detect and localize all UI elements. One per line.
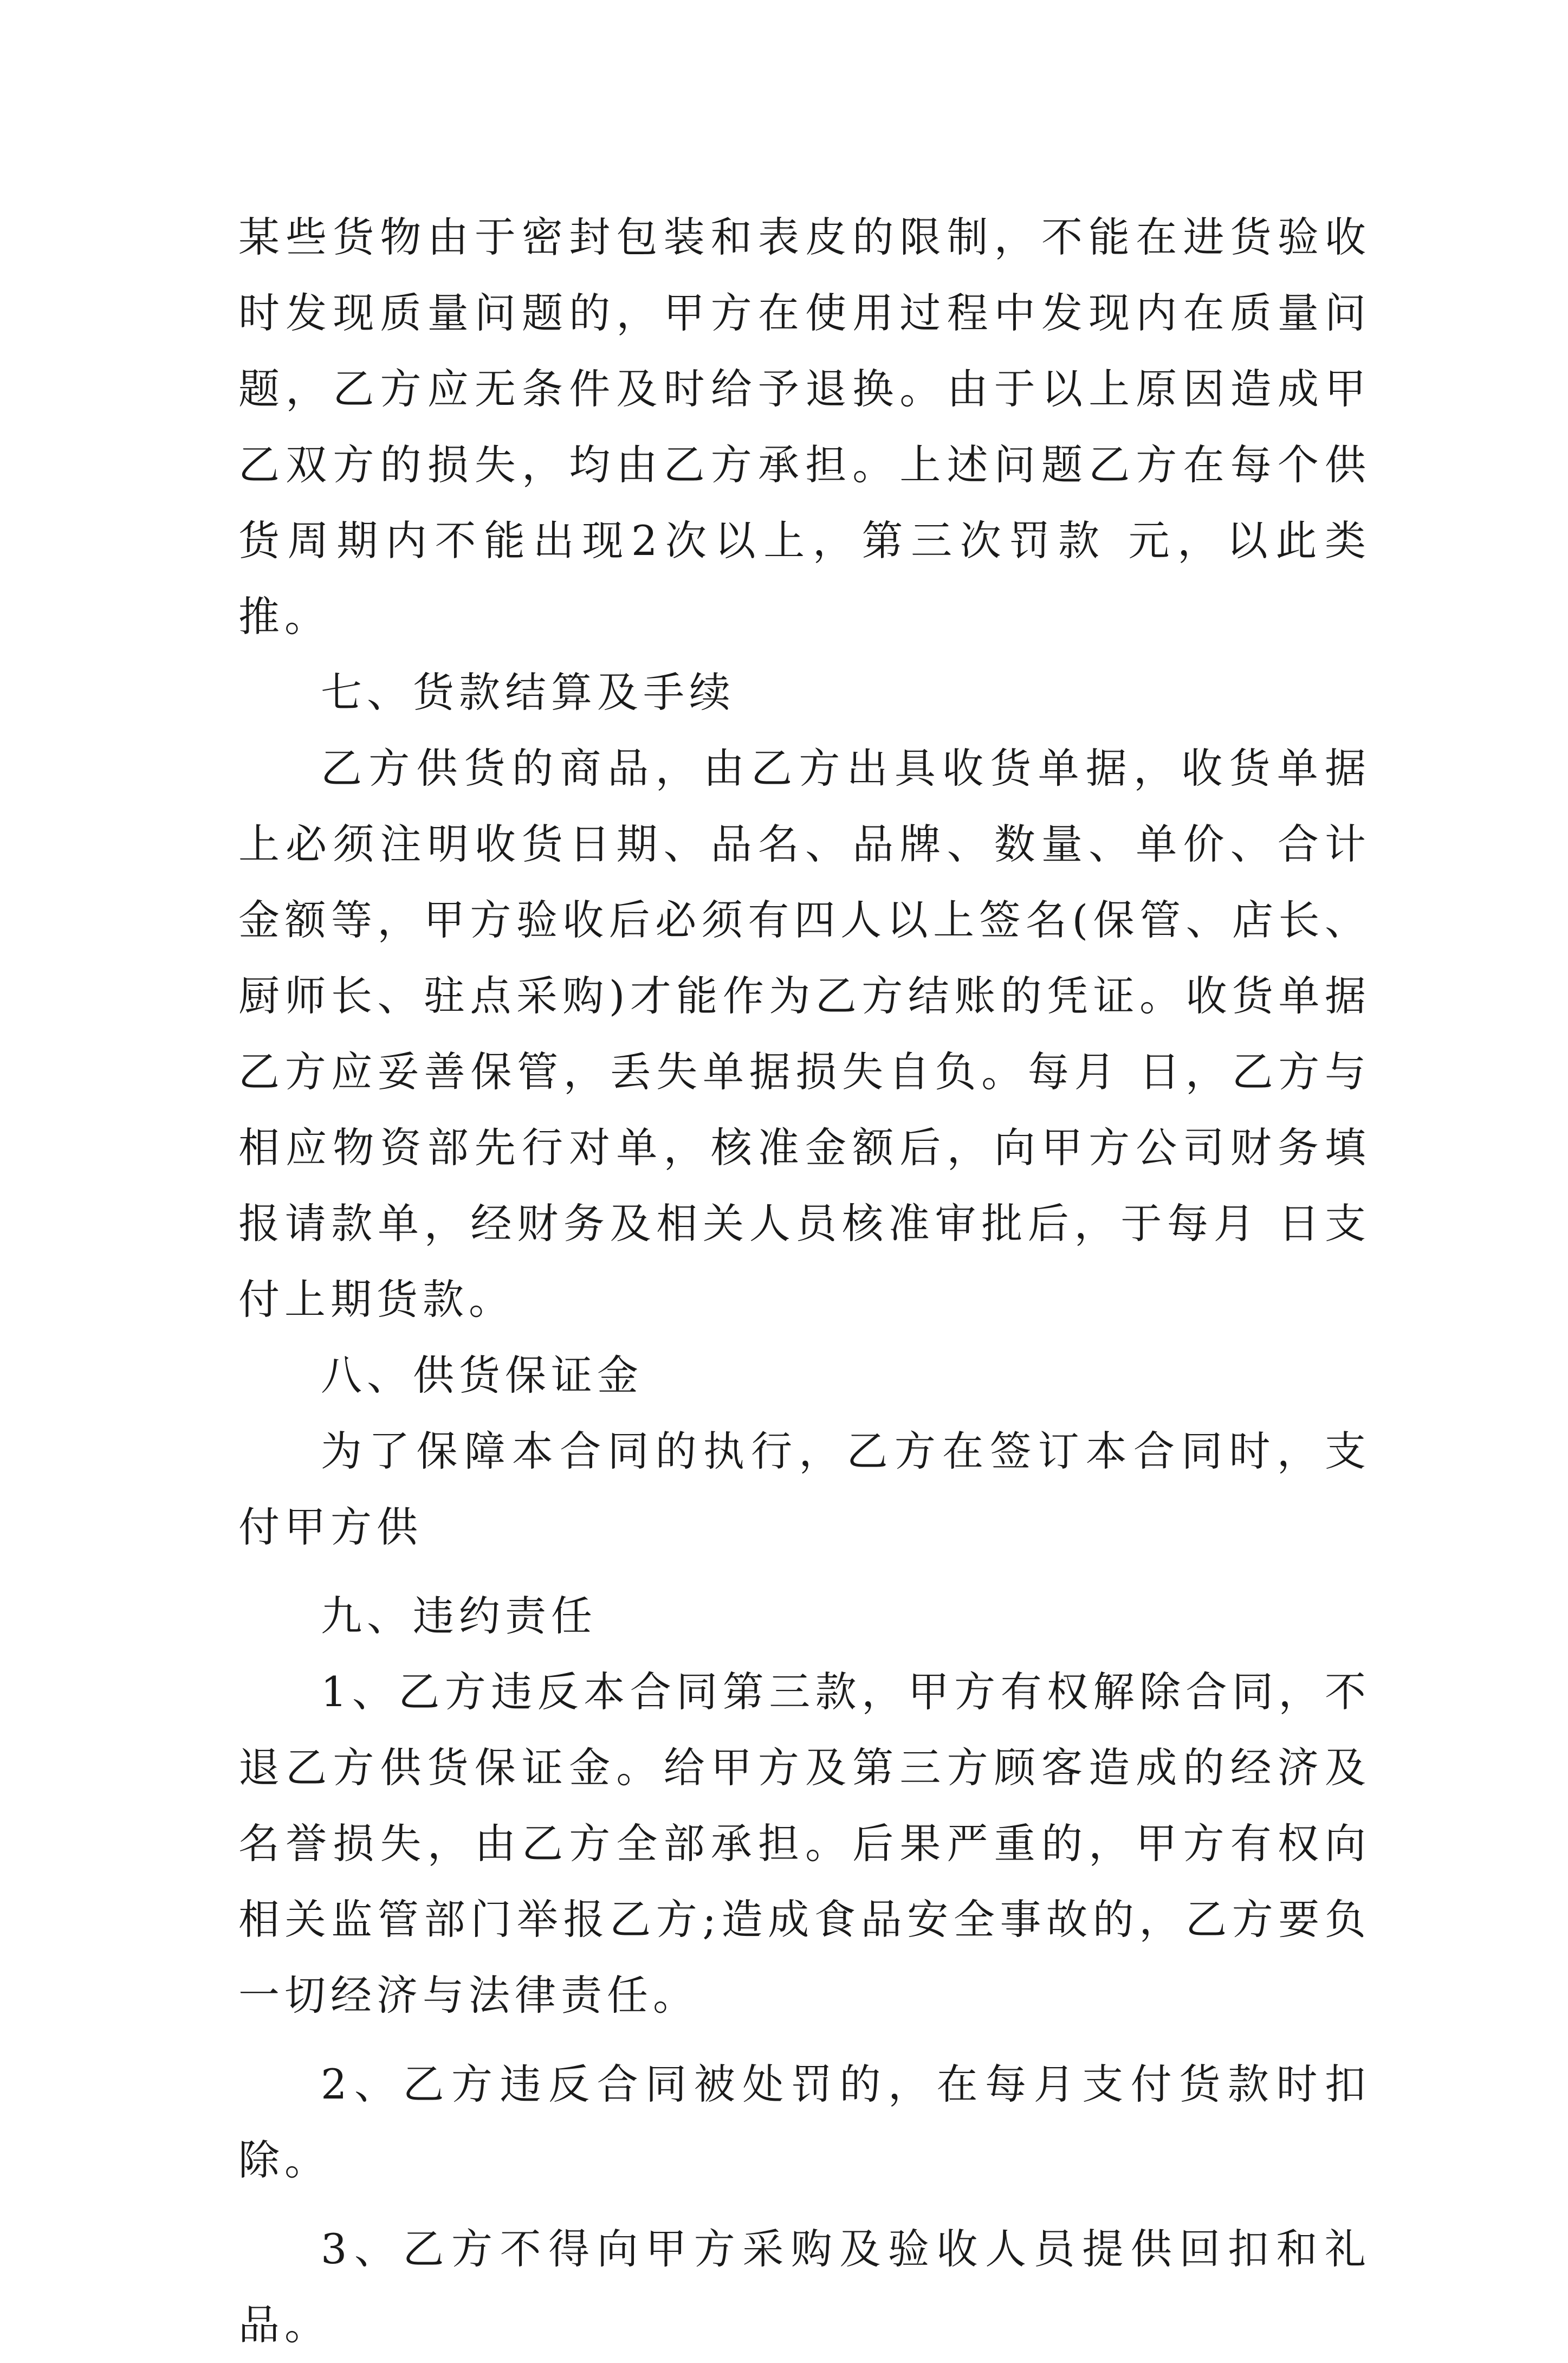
paragraph-breach-item-1: 1、乙方违反本合同第三款，甲方有权解除合同，不退乙方供货保证金。给甲方及第三方顾客造成的经济及名誉损失，由乙方全部承担。后果严重的，甲方有权向相关监管部门举报乙方;造成食品安全事故的，乙方要负一切经济与法律责任。 <box>238 1668 1371 2019</box>
paragraph-deposit-payment: 为了保障本合同的执行，乙方在签订本合同时，支付甲方供 <box>238 1427 1371 1551</box>
paragraph-breach-item-3: 3、乙方不得向甲方采购及验收人员提供回扣和礼品。 <box>238 2225 1371 2349</box>
section-heading-breach-liability: 九、违约责任 <box>321 1592 597 1640</box>
section-heading-supply-deposit: 八、供货保证金 <box>321 1351 643 1399</box>
paragraph-quality-return: 某些货物由于密封包装和表皮的限制，不能在进货验收时发现质量问题的，甲方在使用过程中发现内在质量问题，乙方应无条件及时给予退换。由于以上原因造成甲乙双方的损失，均由乙方承担。上述问题乙方在每个供货周期内不能出现2次以上，第三次罚款 元，以此类推。 <box>238 213 1371 641</box>
document-body <box>238 199 1371 2363</box>
paragraph-breach-item-2: 2、乙方违反合同被处罚的，在每月支付货款时扣除。 <box>238 2060 1371 2184</box>
paragraph-receipt-documents: 乙方供货的商品，由乙方出具收货单据，收货单据上必须注明收货日期、品名、品牌、数量、单价、合计金额等，甲方验收后必须有四人以上签名(保管、店长、厨师长、驻点采购)才能作为乙方结账的凭证。收货单据乙方应妥善保管，丢失单据损失自负。每月 日，乙方与相应物资部先行对单，核准金额后，向甲方公司财务填报请款单，经财务及相关人员核准审批后，于每月 日支付上期货款。 <box>238 744 1371 1323</box>
section-heading-payment-settlement: 七、货款结算及手续 <box>321 668 735 716</box>
